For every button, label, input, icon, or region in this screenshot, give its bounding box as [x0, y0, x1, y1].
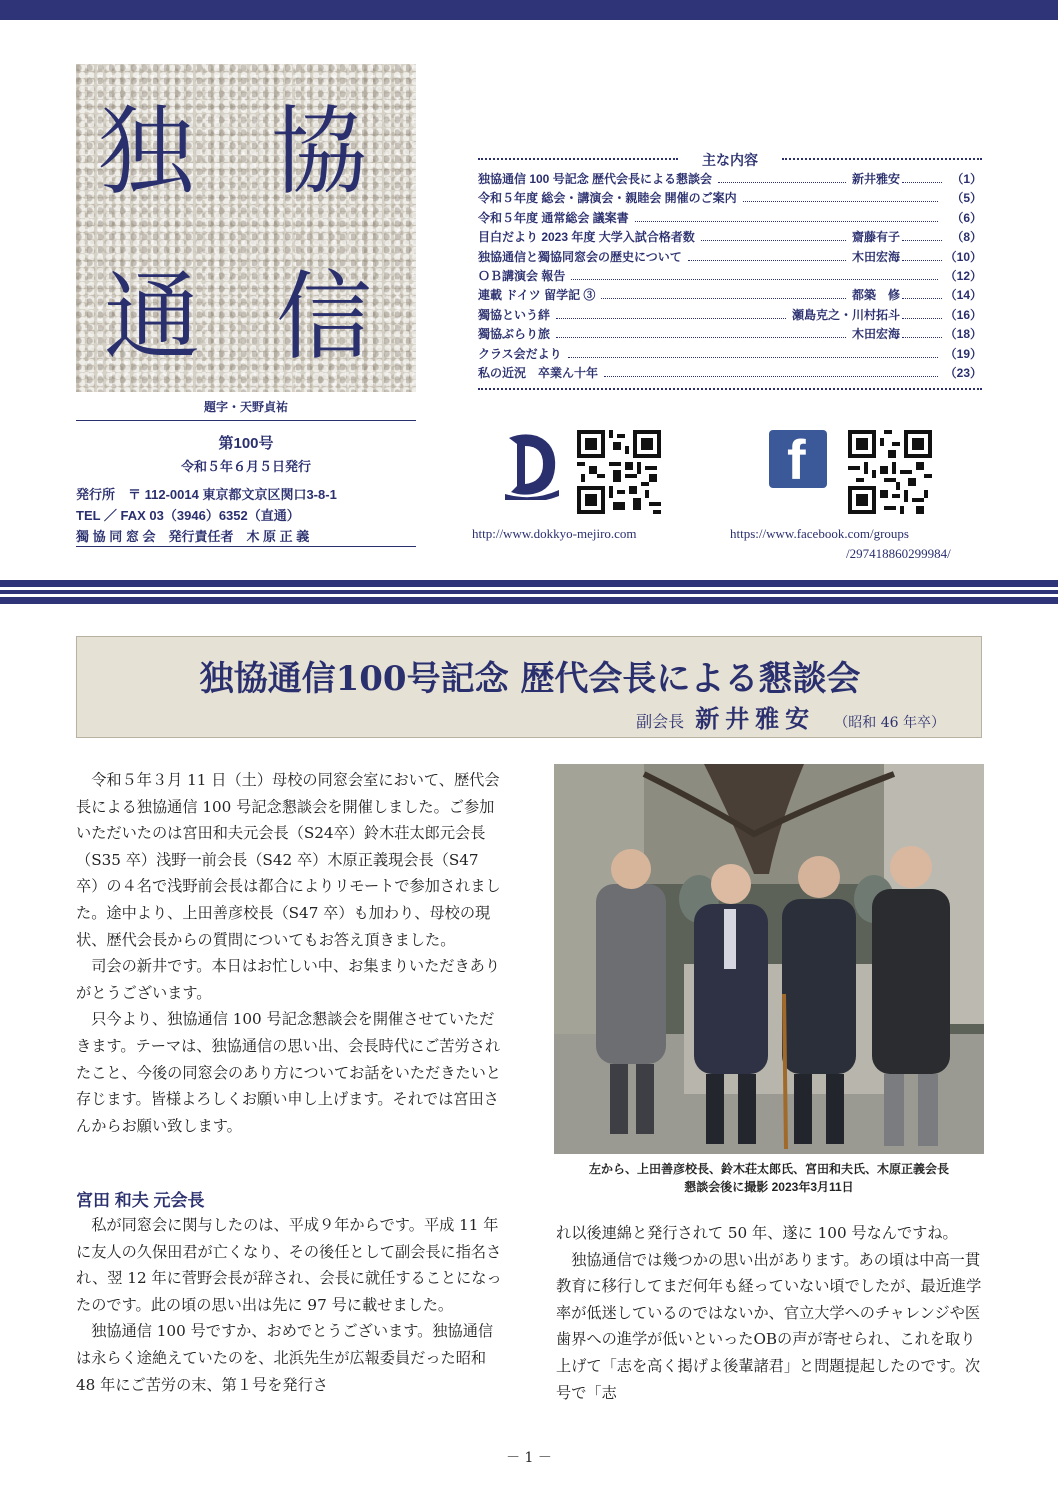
toc-leader: [902, 318, 942, 319]
toc-item-title: クラス会だより: [478, 346, 562, 361]
toc-leader: [568, 357, 938, 358]
masthead-char-2: 協: [271, 96, 367, 208]
masthead-char-3: 通: [104, 261, 200, 373]
toc-leader: [701, 240, 846, 241]
paragraph: れ以後連綿と発行されて 50 年、遂に 100 号なんですね。: [556, 1224, 958, 1242]
toc-item[interactable]: [478, 170, 982, 189]
toc-bottom: [478, 385, 982, 393]
publisher-tel: TEL ／ FAX 03（3946）6352（直通）: [76, 508, 300, 523]
toc-item-author: 木田宏海: [851, 249, 900, 264]
headline-box: [76, 636, 982, 738]
byline: [636, 699, 945, 734]
qr-code-facebook-icon[interactable]: [848, 430, 932, 514]
toc-item-page: （18）: [944, 327, 982, 342]
toc-leader: [601, 298, 846, 299]
toc-item[interactable]: [478, 267, 982, 286]
dotted-rule: [478, 158, 678, 160]
masthead-char-1: 独: [98, 96, 194, 208]
toc-item-page: （5）: [951, 191, 982, 206]
toc-leader: [688, 260, 846, 261]
toc-item-title: 独協通信と獨協同窓会の歴史について: [478, 249, 682, 264]
paragraph: 独協通信 100 号ですか、おめでとうございます。独協通信は永らく途絶えていたのを、北浜先生が広報委員だった昭和 48 年にご苦労の末、第１号を発行さ: [76, 1322, 494, 1394]
toc-leader: [556, 318, 786, 319]
byline-name: 新井雅安: [695, 704, 816, 733]
toc-item-page: （23）: [944, 365, 982, 380]
toc-leader: [902, 298, 942, 299]
toc-heading-wrap: [478, 150, 982, 168]
toc-item-title: 連載 ドイツ 留学記 ③: [478, 288, 596, 303]
paragraph: 独協通信では幾つかの思い出があります。あの頃は中高一貫教育に移行してまだ何年も経っていない頃でしたが、最近進学率が低迷しているのではないか、官立大学へのチャレンジや医歯界への進学が低いといったOBの声が寄せられ、これを取り上げて「志を高く掲げよ後輩諸君」と問題提起したのです。次号で「志: [556, 1250, 982, 1402]
toc-leader: [902, 337, 942, 338]
toc-item-title: 私の近況 卒業ん十年: [478, 365, 599, 380]
site-url-link[interactable]: http://www.dokkyo-mejiro.com: [472, 526, 637, 541]
toc-item-page: （1）: [951, 172, 982, 186]
toc-item-author: 都築 修: [851, 288, 900, 303]
group-photo: [554, 764, 984, 1154]
toc-item-title: 独協通信 100 号記念 歴代会長による懇談会: [478, 172, 713, 186]
photo-caption-date: 懇談会後に撮影 2023年3月11日: [684, 1180, 854, 1194]
toc-item-title: 令和５年度 総会・講演会・親睦会 開催のご案内: [478, 191, 737, 206]
top-bar: [0, 0, 1058, 20]
masthead-calligraphy: [76, 64, 416, 392]
toc-item-page: （6）: [951, 210, 982, 225]
toc-item[interactable]: [478, 364, 982, 383]
toc-item[interactable]: [478, 228, 982, 247]
byline-role: 副会長: [636, 712, 685, 731]
facebook-url-link[interactable]: https://www.facebook.com/groups: [730, 526, 909, 541]
byline-note: （昭和 46 年卒）: [834, 715, 945, 731]
toc-leader: [556, 337, 846, 338]
toc-item-page: （19）: [944, 346, 982, 361]
paragraph: 私が同窓会に関与したのは、平成９年からです。平成 11 年に友人の久保田君が亡くなり、その後任として副会長に指名され、翌 12 年に菅野会長が辞され、会長に就任することになったのです。此の頃の思い出は先に 97 号に載せました。: [76, 1216, 502, 1314]
toc-item[interactable]: [478, 286, 982, 305]
toc-leader: [718, 182, 846, 183]
toc-item-page: （8）: [951, 230, 982, 245]
toc-item[interactable]: [478, 209, 982, 228]
toc-item[interactable]: [478, 345, 982, 364]
divider-band: [0, 597, 1058, 604]
page-number: － 1 －: [506, 1450, 552, 1466]
toc-item-title: 獨協ぶらり旅: [478, 327, 551, 342]
toc-leader: [604, 376, 938, 377]
toc-leader: [571, 279, 938, 280]
toc-item-title: 令和５年度 通常総会 議案書: [478, 210, 629, 225]
toc-item[interactable]: [478, 248, 982, 267]
toc-item-author: 新井雅安: [851, 172, 900, 186]
toc-item-author: 木田宏海: [851, 327, 900, 342]
paragraph: 司会の新井です。本日はお忙しい中、お集まりいただきありがとうございます。: [76, 957, 501, 1002]
toc-item[interactable]: [478, 325, 982, 344]
dotted-rule: [782, 158, 982, 160]
toc-item-author: 瀬島克之・川村拓斗: [791, 307, 900, 322]
table-of-contents: [478, 150, 982, 393]
toc-leader: [902, 240, 942, 241]
toc-item-title: 目白だより 2023 年度 大学入試合格者数: [478, 230, 695, 245]
article-intro: [76, 767, 504, 1139]
toc-item-page: （10）: [944, 249, 982, 264]
toc-item-title: 獨協という絆: [478, 307, 551, 322]
toc-item-author: 齋藤有子: [851, 230, 900, 245]
toc-leader: [743, 201, 938, 202]
publisher-org: 獨 協 同 窓 会 発行責任者 木 原 正 義: [76, 529, 310, 544]
toc-leader: [902, 182, 942, 183]
toc-heading: 主な内容: [702, 152, 758, 168]
issue-number: 第100号: [218, 435, 274, 452]
issue-date: 令和５年６月５日発行: [180, 459, 311, 474]
toc-item-page: （16）: [944, 307, 982, 322]
publisher-address: 発行所 〒 112-0014 東京都文京区関口3-8-1: [76, 487, 337, 502]
section-body: [76, 1212, 504, 1398]
toc-item-title: ＯＢ講演会 報告: [478, 268, 566, 283]
dotted-rule: [478, 388, 982, 390]
toc-item[interactable]: [478, 306, 982, 325]
toc-leader: [902, 260, 942, 261]
dokkyo-logo-icon: [503, 430, 561, 500]
divider: [76, 546, 416, 547]
toc-item-page: （14）: [944, 288, 982, 303]
masthead-char-4: 信: [276, 261, 372, 373]
divider-band: [0, 580, 1058, 587]
paragraph: 令和５年３月 11 日（土）母校の同窓会室において、歴代会長による独協通信 100 号記念懇談会を開催しました。ご参加いただいたのは宮田和夫元会長（S24卒）鈴木荘太郎元会長（S35 卒）浅野一前会長（S42 卒）木原正義現会長（S47 卒）の４名で浅野前会長は都合によりリモートで参加されました。途中より、上田善彦校長（S47 卒）も加わり、母校の現状、歴代会長からの質問についてもお答え頂きました。: [76, 771, 501, 949]
divider-band: [0, 590, 1058, 594]
toc-list: [478, 170, 982, 383]
article-continued: [556, 1220, 984, 1406]
toc-item[interactable]: [478, 189, 982, 208]
paragraph: 只今より、独協通信 100 号記念懇談会を開催させていただきます。テーマは、独協通信の思い出、会長時代にご苦労されたこと、今後の同窓会のあり方についてお話をいただきたいと存じます。皆様よろしくお願い申し上げます。それでは宮田さんからお願い致します。: [76, 1010, 501, 1135]
toc-item-page: （12）: [944, 268, 982, 283]
section-heading: 宮田 和夫 元会長: [76, 1191, 205, 1210]
qr-code-site-icon[interactable]: [577, 430, 661, 514]
photo-caption: 左から、上田善彦校長、鈴木荘太郎氏、宮田和夫氏、木原正義会長: [588, 1162, 949, 1176]
facebook-letter: f: [787, 428, 806, 491]
title-credit: 題字・天野貞祐: [203, 400, 288, 414]
facebook-url-link-2[interactable]: /297418860299984/: [846, 546, 951, 561]
facebook-icon[interactable]: [769, 428, 827, 491]
divider: [76, 420, 416, 421]
article-headline: 独協通信100号記念 歴代会長による懇談会: [199, 659, 861, 699]
toc-leader: [635, 221, 938, 222]
